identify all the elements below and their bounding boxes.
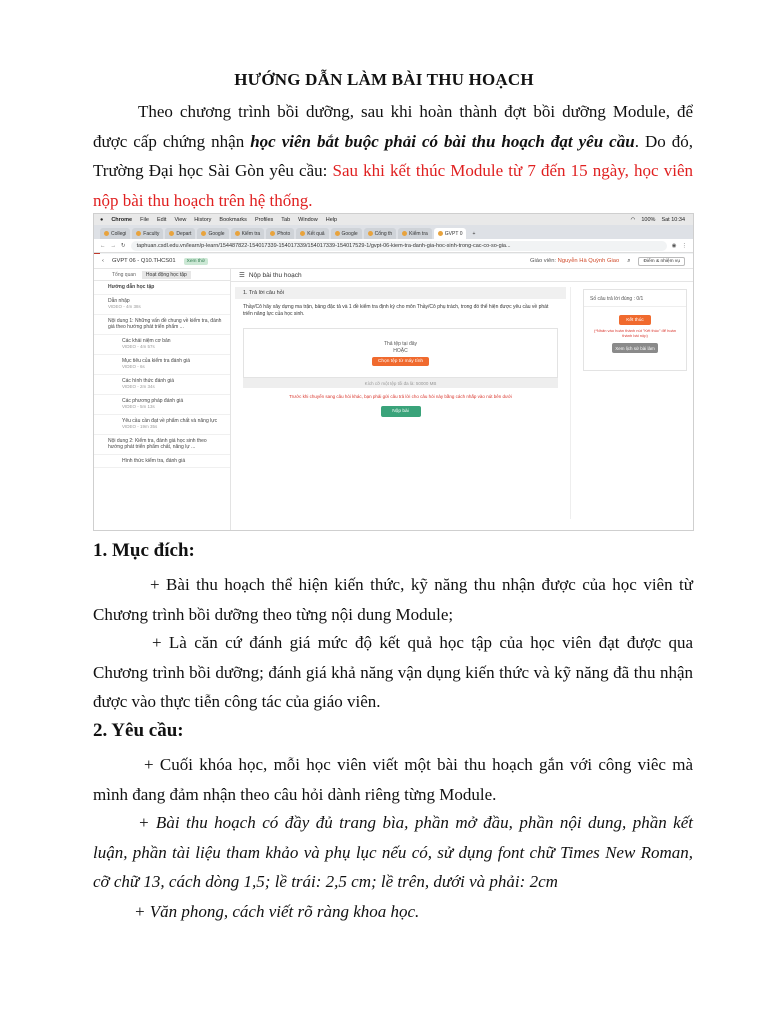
section-heading-purpose: 1. Mục đích: <box>93 540 195 561</box>
tab-favicon <box>335 231 340 236</box>
tab-8[interactable]: Cổng th <box>364 228 397 239</box>
question-label: 1. Trả lời câu hỏi <box>235 287 566 299</box>
course-title: GVPT 06 - Q10.THCS01 <box>111 258 176 264</box>
sidebar-section[interactable]: Nội dung 1: Những vấn đề chung về kiểm tra, đánh giá theo hướng phát triển phẩm ... <box>94 315 230 335</box>
file-drop-zone[interactable] <box>243 328 558 378</box>
tab-0[interactable]: Collegi <box>100 228 130 239</box>
tab-favicon <box>270 231 275 236</box>
tab-favicon <box>104 231 109 236</box>
sidebar-section[interactable]: Nội dung 2: Kiểm tra, đánh giá học sinh theo hướng phát triển phẩm chất, năng lự ... <box>94 435 230 455</box>
forward-icon[interactable]: → <box>110 242 116 249</box>
drop-or: HOẶC <box>393 347 408 354</box>
tab-favicon <box>300 231 305 236</box>
submission-panel <box>231 269 694 531</box>
clock: Sat 10:34 <box>661 216 685 223</box>
sidebar-item[interactable]: Các khái niệm cơ bản VIDEO - 4m 57s <box>94 335 230 355</box>
purpose-item-2: + Là căn cứ đánh giá mức độ kết quả học tập của học viên đạt được qua Chương trình bồi dưỡng; đánh giá khả năng vận dụng kiến thức và kỹ năng đã thu nhận được vào thực tiễn công tác của giáo viên. <box>93 633 693 711</box>
back-icon[interactable]: ← <box>100 242 106 249</box>
history-button[interactable]: Xem lịch sử bài làm <box>612 343 658 353</box>
back-arrow-icon[interactable]: ‹ <box>102 258 104 264</box>
max-size-note: Kích cỡ một tệp tối đa là: 50000 MB <box>243 378 558 388</box>
tab-6[interactable]: Kết quả <box>296 228 328 239</box>
battery-level: 100% <box>641 216 656 223</box>
tab-activities[interactable]: Hoạt động học tập <box>142 271 191 279</box>
browser-tab-bar <box>94 225 693 239</box>
menu-profiles: Profiles <box>254 216 274 223</box>
sidebar-item[interactable]: Mục tiêu của kiểm tra đánh giá VIDEO - 6s <box>94 355 230 375</box>
tab-1[interactable]: Faculty <box>132 228 163 239</box>
reload-icon[interactable]: ↻ <box>121 242 126 249</box>
intro-red-text: Sau khi kết thúc Module từ 7 đến 15 ngày, học viên nộp bài thu hoạch trên hệ thống. <box>93 161 693 210</box>
requirement-item-1: + Cuối khóa học, mỗi học viên viết một bài thu hoạch gắn với công viêc mà mình đang đảm nhận theo câu hỏi dành riêng từng Module. <box>93 755 693 804</box>
menu-dots-icon[interactable]: ⋮ <box>681 242 687 249</box>
tab-9[interactable]: Kiểm tra <box>398 228 432 239</box>
teacher-info: Giáo viên: Nguyễn Hà Quỳnh Giao <box>529 258 620 264</box>
sidebar-item[interactable]: Các hình thức đánh giá VIDEO - 2m 34s <box>94 375 230 395</box>
menu-view: View <box>174 216 187 223</box>
sidebar-item[interactable]: Các phương pháp đánh giá VIDEO - 5m 13s <box>94 395 230 415</box>
embedded-screenshot <box>93 213 694 531</box>
menu-help: Help <box>325 216 338 223</box>
tab-3[interactable]: Google <box>197 228 228 239</box>
teacher-name: Nguyễn Hà Quỳnh Giao <box>557 258 620 264</box>
mac-menu-bar <box>94 214 693 225</box>
tab-2[interactable]: Depart <box>165 228 195 239</box>
submit-button[interactable]: Nộp bài <box>381 406 421 417</box>
purpose-item-1: + Bài thu hoạch thể hiện kiến thức, kỹ năng thu nhận được của học viên từ Chương trình bồi dưỡng theo từng nội dung Module; <box>93 575 693 624</box>
tab-4[interactable]: Kiểm tra <box>231 228 265 239</box>
search-icon[interactable]: ⌕ <box>627 257 631 264</box>
tasks-button[interactable]: Điểm & nhiệm vụ <box>638 257 685 266</box>
panel-title: ☰ Nộp bài thu hoạch <box>231 269 694 282</box>
tab-overview[interactable]: Tổng quan <box>112 271 136 278</box>
lesson-sidebar <box>94 269 231 531</box>
tab-5[interactable]: Photo <box>266 228 294 239</box>
intro-text-a: Theo chương trình bồi dưỡng, sau khi hoàn thành đợt bồi dưỡng Module, để được cấp chứng nhận <box>93 102 693 151</box>
tab-favicon <box>402 231 407 236</box>
address-bar <box>94 239 693 253</box>
intro-text-c: . Do đó, Trường Đại học Sài Gòn yêu cầu: <box>93 131 693 180</box>
sidebar-item[interactable]: Hướng dẫn học tập <box>94 281 230 295</box>
intro-paragraph <box>93 97 693 215</box>
apple-icon: ● <box>100 216 104 223</box>
tab-favicon <box>235 231 240 236</box>
tab-10-active[interactable]: GVPT 0 <box>434 228 467 239</box>
question-card <box>231 287 571 519</box>
sidebar-item[interactable]: Yêu cầu cần đạt về phẩm chất và năng lực VIDEO - 19m 35s <box>94 415 230 435</box>
tab-favicon <box>201 231 206 236</box>
requirement-item-2: + Bài thu hoạch có đầy đủ trang bìa, phần mở đầu, phần nội dung, phần kết luận, phần tài liệu tham khảo và phụ lục nếu có, sử dụng font chữ Times New Roman, cỡ chữ 13, cách dòng 1,5; lề trái: 2,5 cm; lề trên, dưới và phải: 2cm <box>93 813 693 891</box>
warning-text: Trước khi chuyển sang câu hỏi khác, bạn phải gửi câu trả lời cho câu hỏi này bằng cách nhấp vào nút bên dưới <box>289 394 512 399</box>
tab-favicon <box>368 231 373 236</box>
profile-icon[interactable]: ◉ <box>671 242 677 249</box>
end-note: (*Nhấn vào hoàn thành nút "Kết thúc" để hoàn thành bài nộp) <box>593 328 676 338</box>
preview-badge: Xem thử <box>184 258 208 265</box>
sidebar-tabs <box>94 269 230 281</box>
sidebar-item[interactable]: Dẫn nhập VIDEO - 4m 38s <box>94 295 230 315</box>
wifi-icon: ◠ <box>630 216 636 223</box>
menu-edit: Edit <box>156 216 167 223</box>
document-title: HƯỚNG DẪN LÀM BÀI THU HOẠCH <box>234 70 534 89</box>
list-icon: ☰ <box>239 272 245 279</box>
question-text: Thầy/Cô hãy xây dựng ma trận, bảng đặc tả và 1 đề kiểm tra định kỳ cho môn Thầy/Cô phụ trách, trong đó thể hiện được yêu cầu về phát triển năng lực của học sinh. <box>243 304 549 317</box>
menu-file: File <box>140 216 149 223</box>
menu-window: Window <box>298 216 318 223</box>
section-heading-requirements: 2. Yêu cầu: <box>93 720 184 741</box>
tab-favicon <box>438 231 443 236</box>
tab-favicon <box>169 231 174 236</box>
choose-file-button[interactable]: Chọn tệp từ máy tính <box>372 357 429 366</box>
menu-chrome: Chrome <box>111 216 133 223</box>
sidebar-item[interactable]: Hình thức kiểm tra, đánh giá <box>94 455 230 469</box>
menu-bookmarks: Bookmarks <box>219 216 247 223</box>
menu-tab: Tab <box>281 216 291 223</box>
menu-history: History <box>194 216 212 223</box>
requirement-item-3: + Văn phong, cách viết rõ ràng khoa học. <box>134 902 420 921</box>
answered-count: Số câu trả lời đúng : 0/1 <box>584 290 686 307</box>
tab-favicon <box>136 231 141 236</box>
url-field[interactable]: taphuan.csdl.edu.vn/learn/p-learn/154487822-154017339-154017339/154017339-154017529-1/gvpt-06-kiem-tra-danh-gia-hoc-sinh-trong-cac-co-so-gia... <box>131 241 667 251</box>
course-header <box>94 254 693 269</box>
drop-hint: Thả tệp tại đây <box>383 340 418 347</box>
tab-7[interactable]: Google <box>331 228 362 239</box>
end-button[interactable]: Kết thúc <box>619 315 651 325</box>
progress-box <box>583 289 687 371</box>
new-tab-button[interactable]: + <box>472 230 476 237</box>
intro-emphasis: học viên bắt buộc phải có bài thu hoạch đạt yêu cầu <box>250 131 635 151</box>
